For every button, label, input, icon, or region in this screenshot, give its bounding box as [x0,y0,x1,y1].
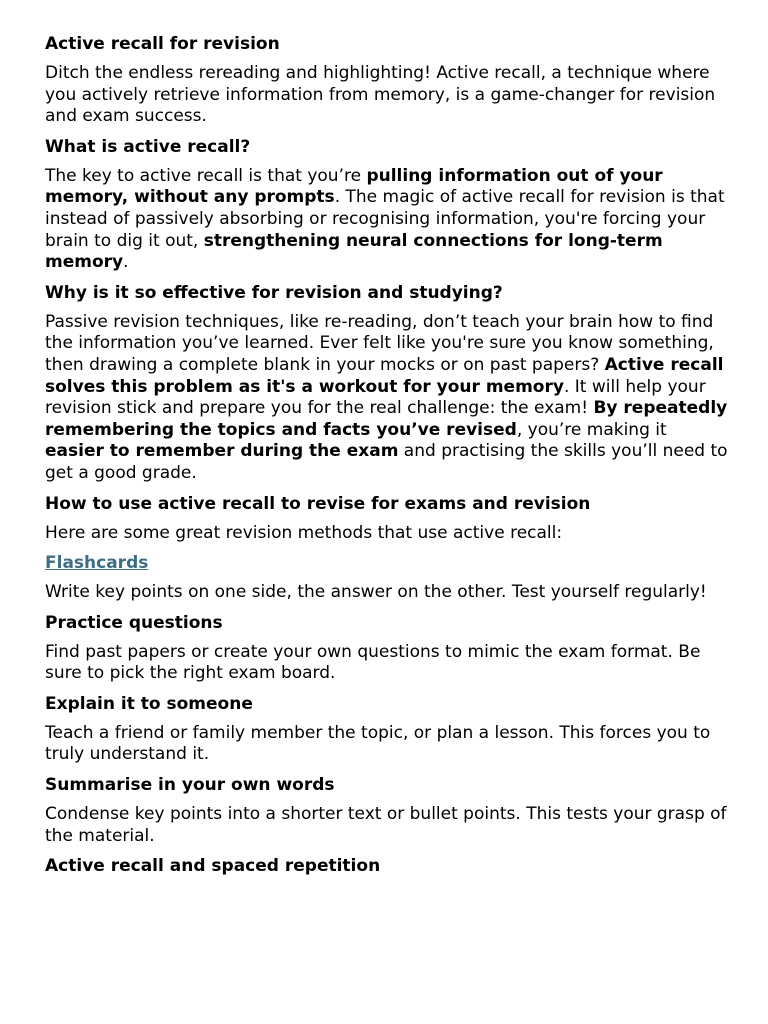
heading-spaced-repetition: Active recall and spaced repetition [45,856,381,877]
how-intro-paragraph: Here are some great revision methods that use active recall: [45,522,563,543]
what-text-2: . The magic of active recall for revision is that instead of passively absorbing or recognising information, you're forcing your brain to dig it out, [45,187,725,251]
heading-summarise: Summarise in your own words [45,775,335,796]
what-text-3: . [123,252,129,273]
heading-explain-it: Explain it to someone [45,693,253,714]
heading-practice-questions: Practice questions [45,612,223,633]
why-bold-2: By repeatedly remembering the topics and facts you’ve revised [45,398,728,440]
why-bold-1: Active recall solves this problem as it's a workout for your memory [45,354,724,397]
summarise-paragraph: Condense key points into a shorter text or bullet points. This tests your grasp of the material. [45,804,727,846]
heading-active-recall-for-revision: Active recall for revision [45,34,280,54]
flashcards-paragraph: Write key points on one side, the answer on the other. Test yourself regularly! [45,582,707,603]
practice-paragraph: Find past papers or create your own questions to mimic the exam format. Be sure to pick the right exam board. [45,641,701,684]
explain-paragraph: Teach a friend or family member the topic, or plan a lesson. This forces you to truly understand it. [45,722,711,765]
why-bold-3: easier to remember during the exam [45,441,399,462]
why-text-3: , you’re making it [516,419,667,440]
what-text-1: The key to active recall is that you’re [45,165,367,186]
why-paragraph [45,312,728,485]
what-bold-2: strengthening neural connections for long-term memory [45,230,663,273]
why-text-1: Passive revision techniques, like re-reading, don’t teach your brain how to find the information you’ve learned. Ever felt like you're sure you know something, then drawing a complete blank in your mocks or on past papers? [45,311,714,375]
why-text-2: . It will help your revision stick and prepare you for the real challenge: the exam! [45,376,706,419]
intro-paragraph: Ditch the endless rereading and highlighting! Active recall, a technique where you actively retrieve information from memory, is a game-changer for revision and exam success. [45,63,716,127]
heading-why-effective: Why is it so effective for revision and studying? [45,282,503,303]
what-bold-1: pulling information out of your memory, without any prompts [45,165,663,208]
heading-what-is-active-recall: What is active recall? [45,136,251,157]
flashcards-link[interactable]: Flashcards [45,553,149,574]
what-paragraph [45,166,728,274]
why-text-4: and practising the skills you’ll need to get a good grade. [45,441,728,483]
heading-how-to-use: How to use active recall to revise for exams and revision [45,493,591,514]
